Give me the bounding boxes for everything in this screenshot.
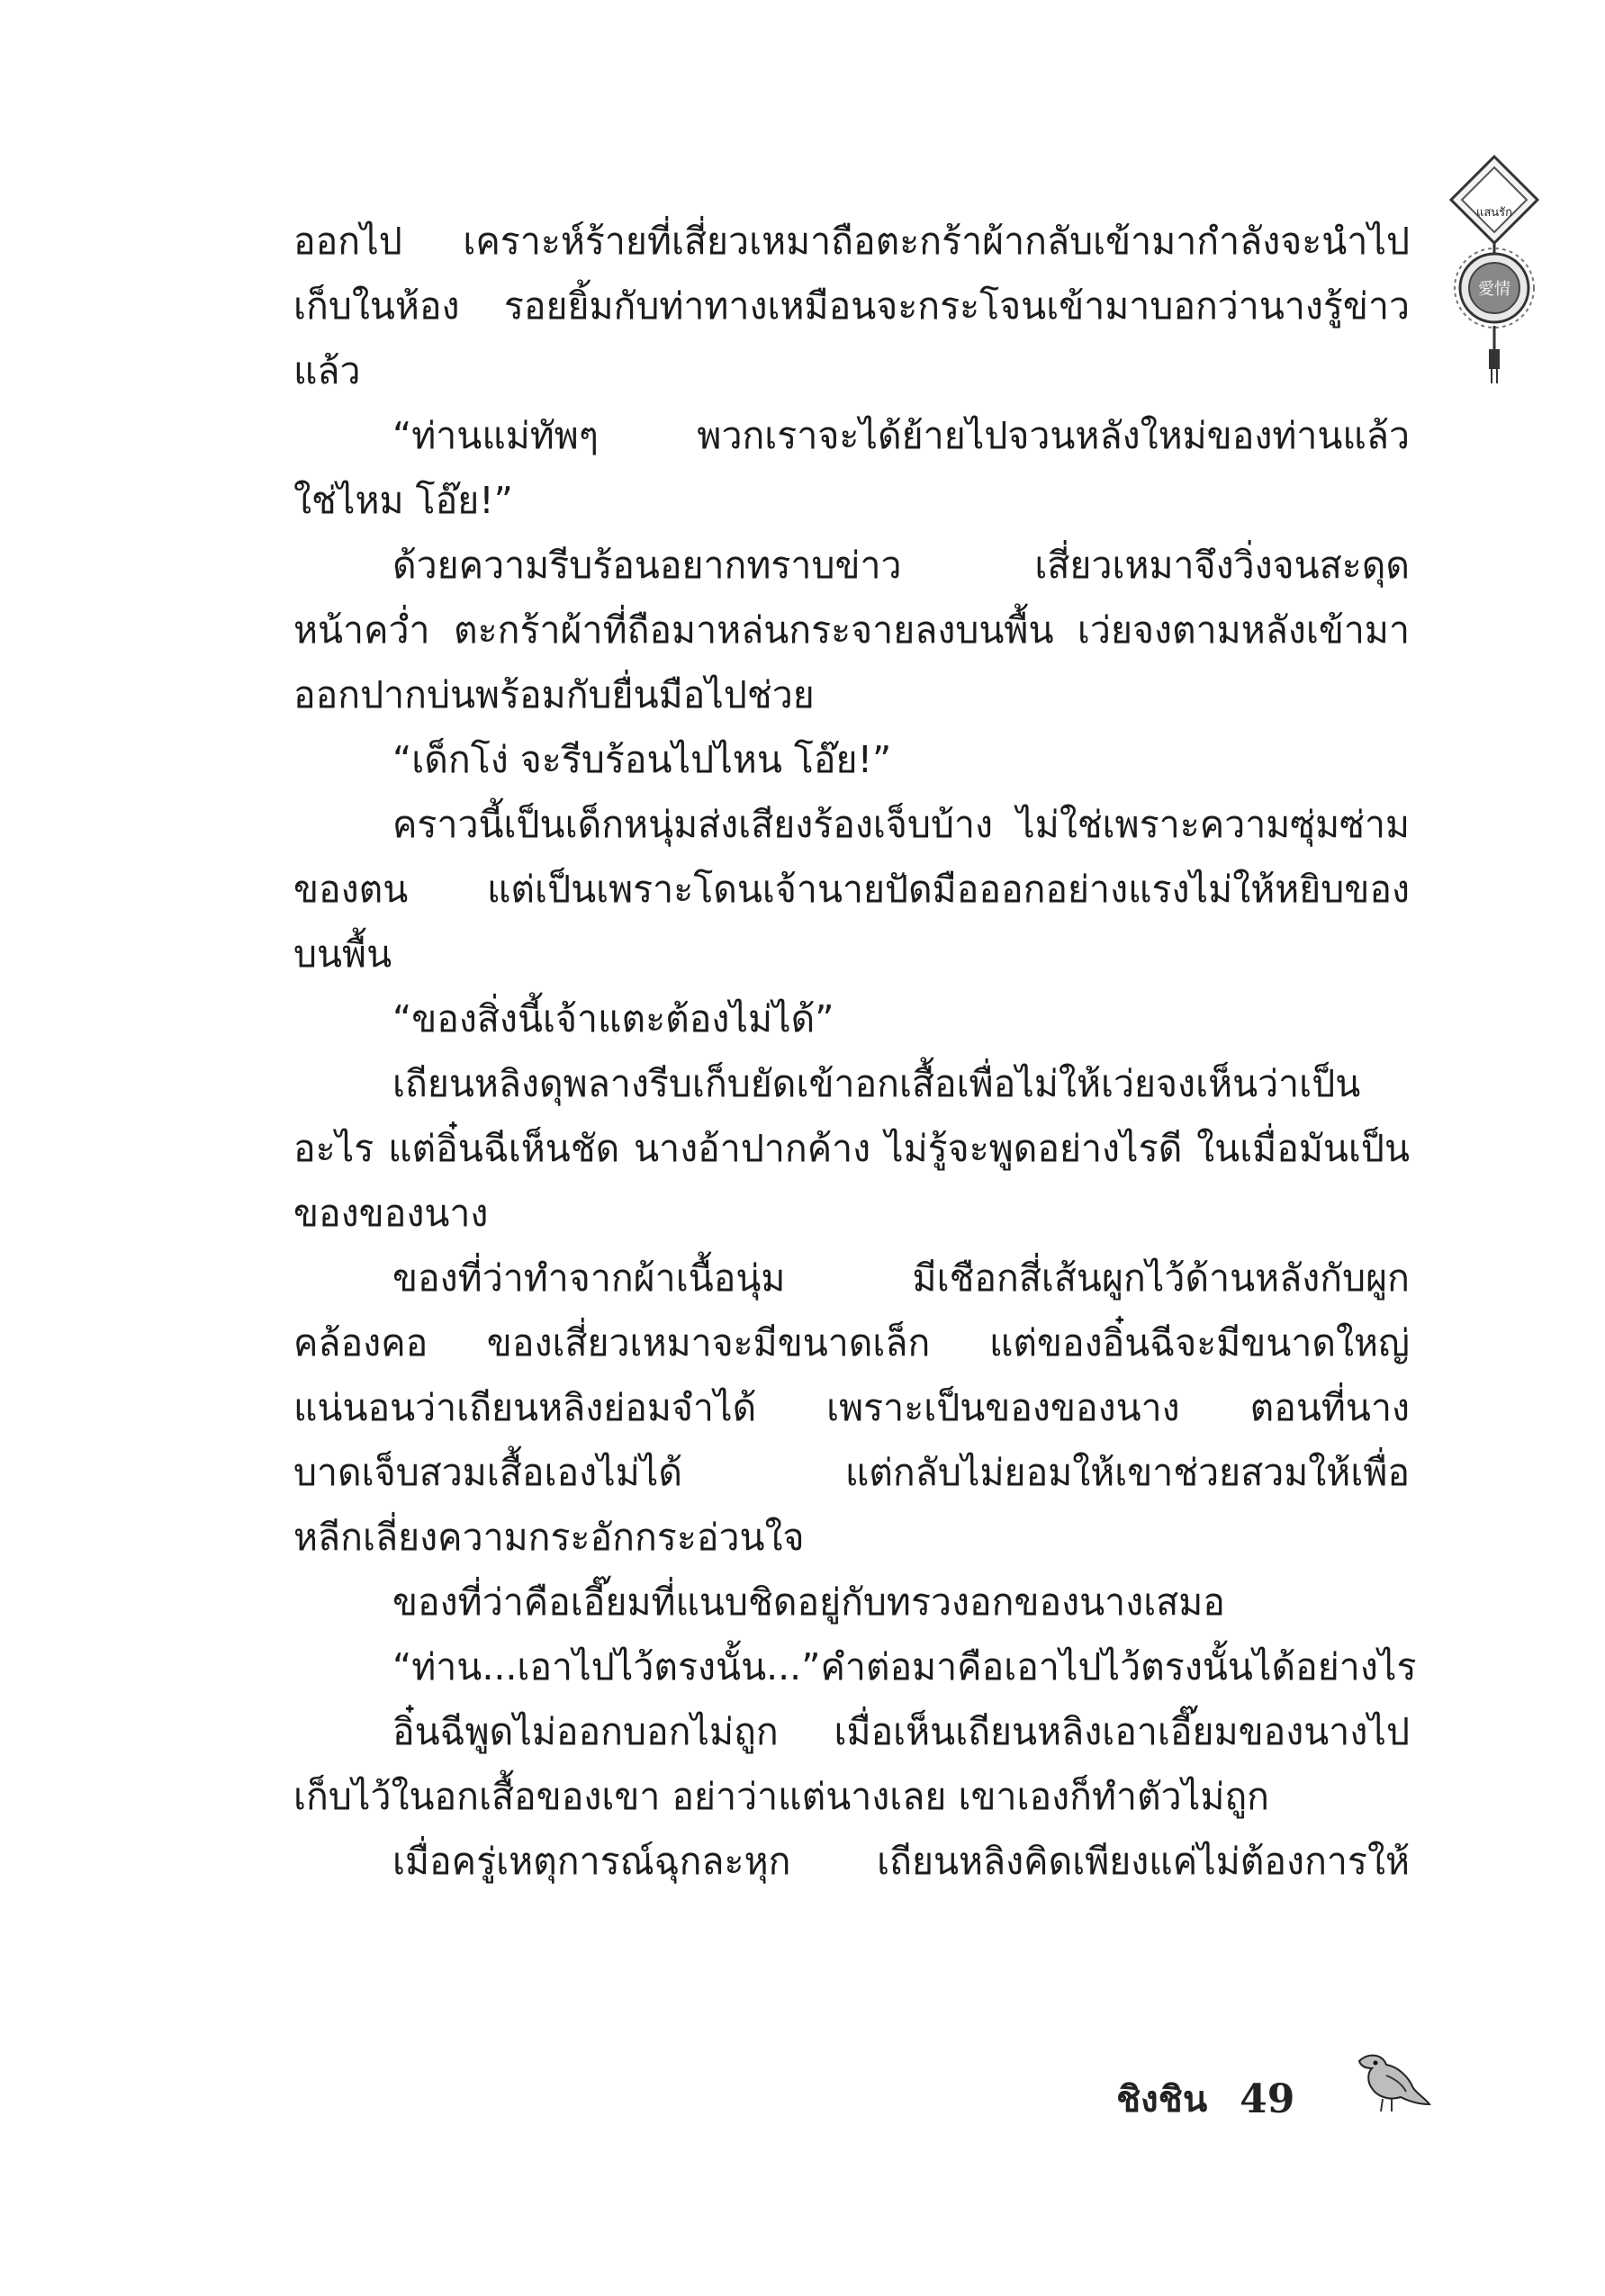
text-line: [293, 857, 1410, 922]
word: พวกเราจะได้ย้ายไปจวนหลังใหม่ของท่านแล้ว: [697, 414, 1410, 457]
word: อิ๋นฉีพูดไม่ออกบอกไม่ถูก: [392, 1710, 779, 1753]
text-line: [293, 403, 1410, 468]
word: ในเมื่อมันเป็น: [1196, 1127, 1410, 1170]
word: หน้าคว่ำ: [293, 608, 430, 652]
text-line: แล้ว: [293, 349, 361, 392]
text-line: [293, 1634, 1417, 1699]
word: “ท่าน...: [392, 1645, 518, 1688]
ornament-center-text: 愛情: [1478, 280, 1510, 299]
text-line: ของของนาง: [293, 1192, 489, 1235]
word: เว่ยจงตามหลังเข้ามา: [1077, 608, 1410, 652]
text-line: “ของสิ่งนี้เจ้าแตะต้องไม่ได้”: [392, 997, 834, 1040]
word: เพราะเป็นของของนาง: [826, 1386, 1180, 1429]
word: ตอนที่นาง: [1249, 1386, 1410, 1429]
word: รอยยิ้มกับท่าทางเหมือนจะกระโจนเข้ามาบอกว่านางรู้ข่าว: [503, 284, 1410, 328]
word: แต่อิ๋นฉีเห็นชัด: [388, 1127, 620, 1170]
text-line: [293, 209, 1410, 274]
text-line: “เด็กโง่ จะรีบร้อนไปไหน โอ๊ย!”: [392, 738, 892, 781]
text-line: [293, 1440, 1410, 1505]
word: นางอ้าปากค้าง: [634, 1127, 871, 1170]
word: ไม่รู้จะพูดอย่างไรดี: [885, 1127, 1183, 1170]
text-line: [293, 1116, 1410, 1181]
text-line: [293, 792, 1410, 857]
word: เถียนหลิงคิดเพียงแค่ไม่ต้องการให้: [877, 1840, 1410, 1883]
word: แต่กลับไม่ยอมให้เขาช่วยสวมให้เพื่อ: [844, 1451, 1410, 1494]
word: ด้วยความรีบร้อนอยากทราบข่าว: [392, 544, 902, 587]
text-line: บนพื้น: [293, 932, 392, 976]
word: เมื่อครู่เหตุการณ์ฉุกละหุก: [392, 1840, 791, 1883]
word: เคราะห์ร้ายที่เสี่ยวเหมาถือตะกร้าผ้ากลับเข้ามากำลังจะนำไป: [463, 220, 1410, 263]
text-line: [293, 274, 1410, 338]
word: คราวนี้เป็นเด็กหนุ่มส่งเสียงร้องเจ็บบ้าง: [392, 803, 994, 846]
page-number: 49: [1240, 2075, 1295, 2122]
book-title: ชิงชิน: [1116, 2078, 1208, 2120]
word: เก็บในห้อง: [293, 284, 460, 328]
text-line: [293, 598, 1410, 662]
ornament-label: แสนรัก: [1475, 206, 1513, 220]
text-line: เก็บไว้ในอกเสื้อของเขา อย่าว่าแต่นางเลย เขาเองก็ทำตัวไม่ถูก: [293, 1775, 1269, 1818]
word: เสี่ยวเหมาจึงวิ่งจนสะดุด: [1034, 544, 1410, 587]
text-line: [293, 1051, 1410, 1116]
word: ของที่ว่าทำจากผ้าเนื้อนุ่ม: [392, 1256, 786, 1300]
text-line: [293, 533, 1410, 598]
text-line: ออกปากบ่นพร้อมกับยื่นมือไปช่วย: [293, 673, 815, 716]
word: คำต่อมาคือเอาไปไว้ตรงนั้นได้อย่างไร: [820, 1645, 1417, 1688]
word: ไม่ใช่เพราะความซุ่มซ่าม: [1016, 803, 1410, 846]
text-line: ของที่ว่าคือเอี๊ยมที่แนบชิดอยู่กับทรวงอกของนางเสมอ: [392, 1580, 1225, 1624]
word: แต่เป็นเพราะโดนเจ้านายปัดมือออกอย่างแรงไม่ให้หยิบของ: [487, 868, 1410, 911]
word: อะไร: [293, 1127, 374, 1170]
text-line: [293, 1699, 1410, 1764]
word: เถียนหลิงดุพลางรีบเก็บยัดเข้าอกเสื้อเพื่อไม่ให้เว่ยจงเห็นว่าเป็น: [392, 1062, 1361, 1105]
word: ตะกร้าผ้าที่ถือมาหล่นกระจายลงบนพื้น: [454, 608, 1054, 652]
body-text: [293, 209, 1417, 1894]
text-line: [293, 1829, 1410, 1894]
bird-icon: [1350, 2045, 1431, 2117]
word: บาดเจ็บสวมเสื้อเองไม่ได้: [293, 1451, 683, 1494]
word: คล้องคอ: [293, 1321, 428, 1364]
word: เมื่อเห็นเถียนหลิงเอาเอี๊ยมของนางไป: [834, 1710, 1410, 1753]
word: เอาไปไว้ตรงนั้น...”: [517, 1645, 821, 1688]
word: แต่ของอิ๋นฉีจะมีขนาดใหญ่: [988, 1321, 1410, 1364]
word: มีเชือกสี่เส้นผูกไว้ด้านหลังกับผูก: [912, 1256, 1410, 1300]
text-line: [293, 1246, 1410, 1310]
text-line: หลีกเลี่ยงความกระอักกระอ่วนใจ: [293, 1516, 805, 1559]
word: ของเสี่ยวเหมาจะมีขนาดเล็ก: [486, 1321, 931, 1364]
word: ออกไป: [293, 220, 402, 263]
text-line: ใช่ไหม โอ๊ย!”: [293, 479, 513, 522]
word: ของตน: [293, 868, 409, 911]
text-line: [293, 1375, 1410, 1440]
decorative-ornament-icon: [1440, 153, 1548, 387]
text-line: [293, 1310, 1410, 1375]
word: “ท่านแม่ทัพๆ: [392, 414, 599, 457]
page-footer: [1116, 2070, 1294, 2128]
word: แน่นอนว่าเถียนหลิงย่อมจำได้: [293, 1386, 757, 1429]
